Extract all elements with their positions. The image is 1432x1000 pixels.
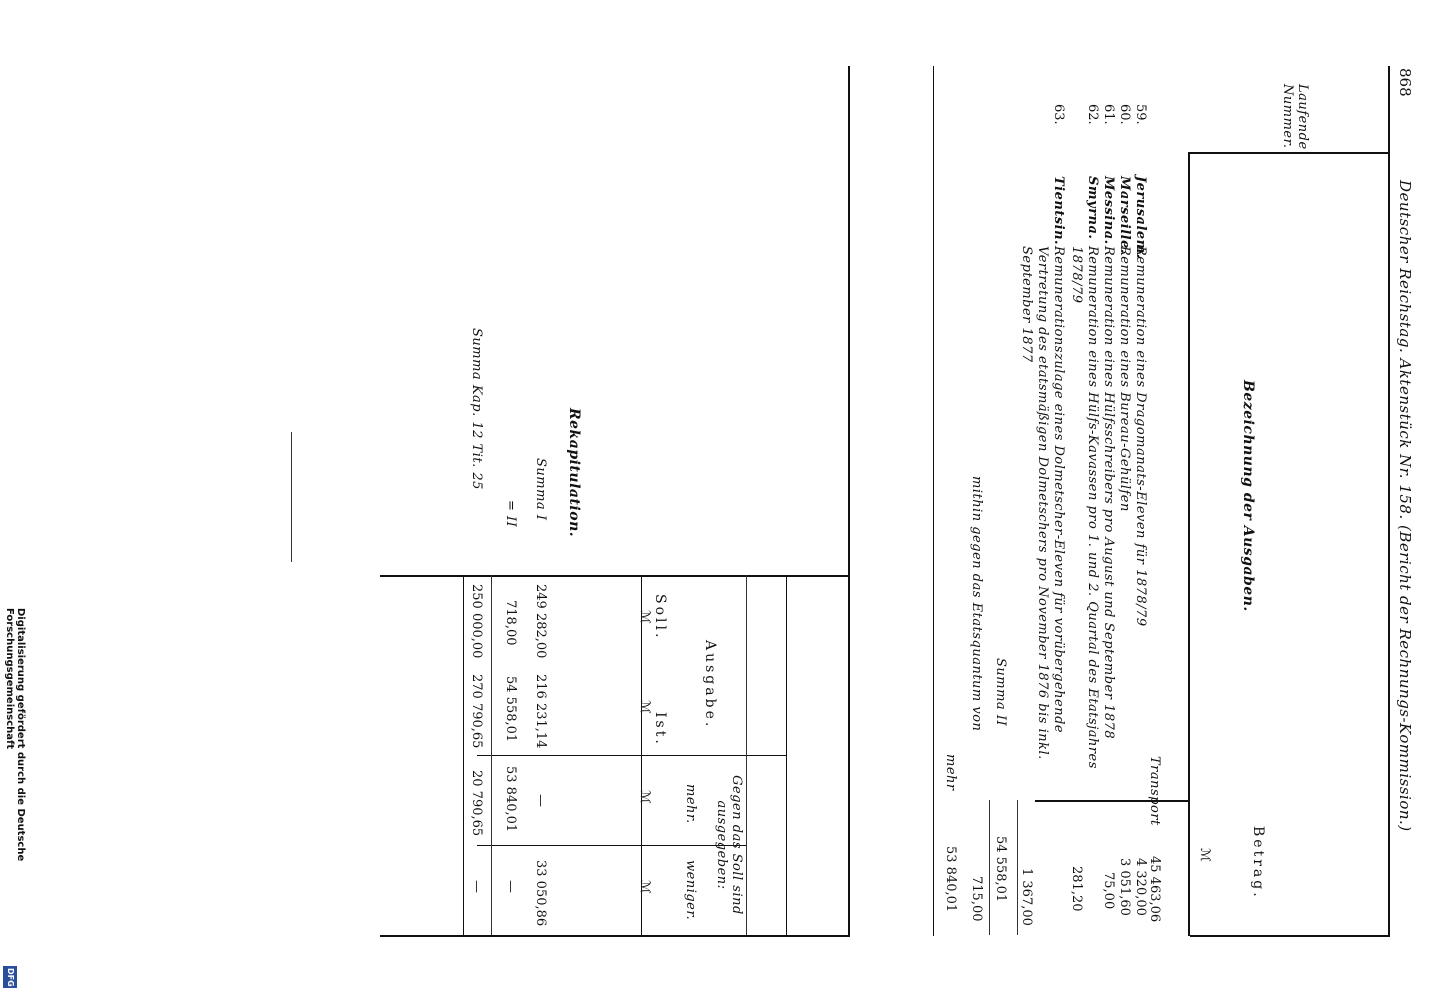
row-value: 75,00 bbox=[1101, 872, 1116, 910]
recap-weniger: 33 050,86 bbox=[533, 860, 548, 927]
recap-ist: 54 558,01 bbox=[503, 676, 518, 743]
unit-ist: ℳ bbox=[637, 700, 652, 714]
col-ausgabe: Ausgabe. bbox=[702, 640, 718, 730]
table2-bottom-rule bbox=[463, 575, 464, 935]
row-number: 61. bbox=[1101, 104, 1116, 125]
row-text: Remunerationszulage eines Dolmetscher-Eleven für vorübergehende Vertretung des etatsmäßigen Dolmetschers pro November 1876 bis inkl. September 1877 bbox=[1019, 246, 1066, 760]
row-place: Tientsin. bbox=[1051, 176, 1066, 246]
row-value: 281,20 bbox=[1069, 866, 1084, 912]
recap-row-label: = II bbox=[503, 500, 518, 528]
col-mehr: mehr. bbox=[683, 784, 698, 824]
row-number: 59. bbox=[1133, 104, 1148, 125]
page-number: 868 bbox=[1396, 68, 1414, 97]
recap-row-label: Summa Kap. 12 Tit. 25 bbox=[469, 328, 484, 490]
transport-value: 45 463,06 bbox=[1147, 856, 1162, 923]
recap-weniger: — bbox=[503, 880, 518, 893]
row-text: Remuneration eines Hülfsschreibers pro August und September 1878 bbox=[1101, 246, 1116, 740]
table2-divider-mehr bbox=[477, 845, 747, 846]
row-number: 60. bbox=[1117, 104, 1132, 125]
table2-divider-main bbox=[380, 575, 850, 577]
col-bezeichnung: Bezeichnung der Ausgaben. bbox=[1240, 380, 1256, 612]
recap-soll: 249 282,00 bbox=[533, 584, 548, 659]
row-place: Smyrna. bbox=[1085, 176, 1100, 240]
sum-label: Summa II bbox=[993, 658, 1008, 727]
recap-ist: 216 231,14 bbox=[533, 674, 548, 749]
table1-bottom-rule bbox=[933, 66, 934, 936]
row-text: Remuneration eines Dragomanats-Eleven für 1878/79 bbox=[1133, 246, 1148, 627]
col-gegen-soll: Gegen das Soll sind ausgegeben: bbox=[714, 775, 744, 915]
row-value: 1 367,00 bbox=[1019, 868, 1034, 926]
minus-value: 715,00 bbox=[969, 876, 984, 922]
dfg-logo: DFG bbox=[3, 966, 17, 988]
unit-weniger: ℳ bbox=[637, 880, 652, 894]
minus-rule bbox=[989, 800, 990, 935]
sum-rule bbox=[1017, 800, 1018, 935]
recap-mehr: — bbox=[533, 794, 548, 807]
table2-sub-rule bbox=[746, 575, 747, 935]
table1-header-rule bbox=[1188, 152, 1190, 936]
minus-label: mithin gegen das Etatsquantum von bbox=[969, 476, 984, 732]
table1-right-rule bbox=[1190, 935, 1390, 937]
recap-sum-rule bbox=[491, 575, 492, 935]
col-betrag: Betrag. bbox=[1250, 826, 1266, 900]
col-soll: Soll. bbox=[652, 594, 668, 641]
row-place: Marseille. bbox=[1117, 176, 1132, 254]
mehr-value: 53 840,01 bbox=[943, 846, 958, 913]
table2-divider-mid bbox=[477, 755, 787, 756]
recap-ist: 270 790,65 bbox=[469, 674, 484, 749]
running-title: Deutscher Reichstag. Aktenstück Nr. 158. (Bericht der Rechnungs-Kommission.) bbox=[1396, 180, 1414, 832]
recap-mehr: 20 790,65 bbox=[469, 770, 484, 837]
row-text: Remuneration eines Hülfs-Kavassen pro 1. und 2. Quartal des Etatsjahres 1878/79 bbox=[1069, 246, 1100, 769]
table1-col-divider-1 bbox=[1190, 152, 1390, 154]
sum-value: 54 558,01 bbox=[993, 836, 1008, 903]
col-ist: Ist. bbox=[652, 712, 668, 747]
recap-weniger: — bbox=[469, 880, 484, 893]
table1-unit: ℳ bbox=[1197, 848, 1212, 862]
row-value: 3 051,60 bbox=[1117, 858, 1132, 916]
row-number: 62. bbox=[1085, 104, 1100, 125]
credit-text: Digitalisierung gefördert durch die Deutsche Forschungsgemeinschaft bbox=[4, 608, 26, 862]
unit-soll: ℳ bbox=[637, 610, 652, 624]
recap-soll: 250 000,00 bbox=[469, 584, 484, 659]
separator-rule bbox=[291, 432, 292, 562]
col-weniger: weniger. bbox=[683, 860, 698, 921]
recap-row-label: Summa I bbox=[533, 458, 548, 521]
row-text: Remuneration eines Bureau-Gehülfen bbox=[1117, 246, 1132, 512]
table2-right-rule bbox=[380, 935, 850, 937]
row-value: 4 320,00 bbox=[1133, 858, 1148, 916]
recap-mehr: 53 840,01 bbox=[503, 766, 518, 833]
unit-mehr: ℳ bbox=[637, 790, 652, 804]
credit-strip bbox=[0, 0, 26, 1000]
col-laufende-nummer: Laufende Nummer. bbox=[1280, 84, 1310, 150]
row-place: Messina. bbox=[1101, 176, 1116, 245]
transport-label: Transport bbox=[1147, 756, 1162, 826]
table2-top-rule bbox=[848, 66, 850, 936]
row-number: 63. bbox=[1051, 104, 1066, 125]
row-place: Jerusalem. bbox=[1133, 176, 1148, 259]
mehr-label: mehr bbox=[943, 754, 958, 791]
recap-title: Rekapitulation. bbox=[566, 408, 582, 538]
recap-soll: 718,00 bbox=[503, 600, 518, 646]
table1-top-rule bbox=[1388, 66, 1390, 936]
